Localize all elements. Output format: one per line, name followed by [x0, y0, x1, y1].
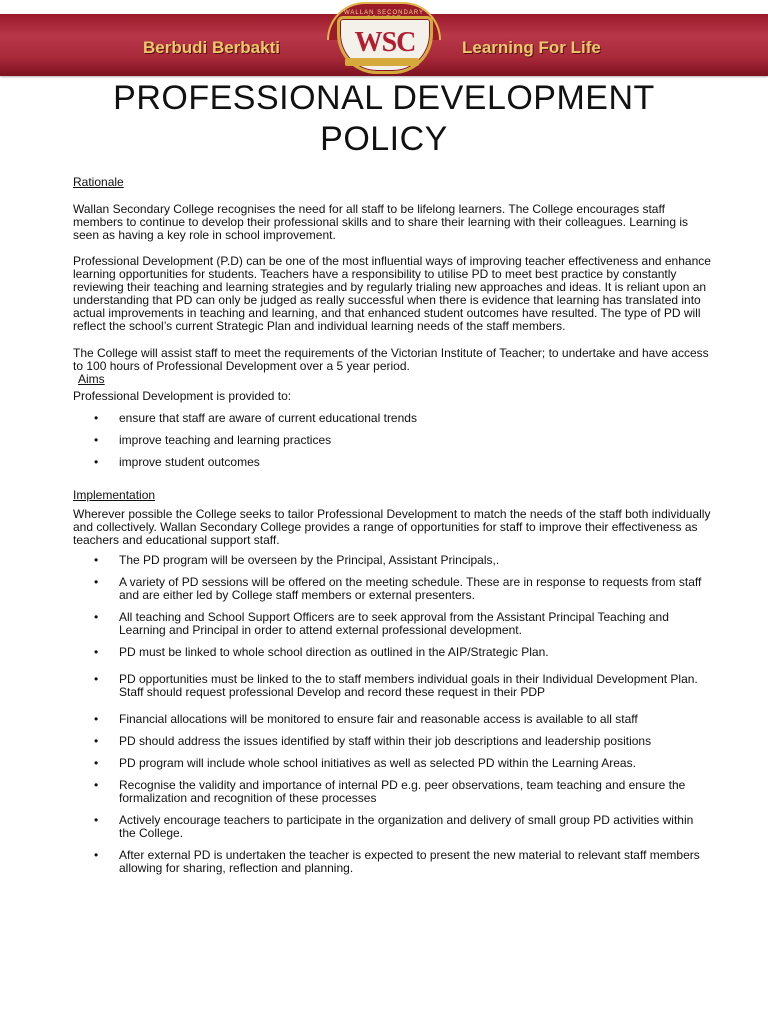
rationale-paragraph-2: Professional Development (P.D) can be one of the most influential ways of improving teacher effectiveness and enhance learning opportunities for students. Teachers have a responsibility to utilise PD to meet best practice by constantly reviewing their teaching and learning strategies and by regularly trialing new approaches and ideas. It is reliant upon an understanding that PD can only be judged as really successful when there is evidence that learning has translated into actual improvements in teaching and learning, and that enhanced student outcomes have resulted. The type of PD will reflect the school’s current Strategic Plan and individual learning needs of the staff members.	[73, 254, 711, 333]
crest-ribbon	[345, 58, 419, 66]
list-item: • improve teaching and learning practices	[73, 434, 713, 447]
college-crest-logo	[323, 2, 441, 82]
list-item: • Recognise the validity and importance of internal PD e.g. peer observations, team teaching and ensure the formalization and recognition of these processes	[73, 779, 713, 805]
rationale-paragraph-3: The College will assist staff to meet the requirements of the Victorian Institute of Teacher; to undertake and have access to 100 hours of Professional Development over a 5 year period.	[73, 346, 709, 373]
rationale-heading: Rationale	[73, 175, 124, 189]
document-body	[73, 176, 713, 875]
list-item: • After external PD is undertaken the teacher is expected to present the new material to relevant staff members allowing for sharing, reflection and planning.	[73, 849, 713, 875]
motto-right: Learning For Life	[462, 38, 601, 57]
rationale-paragraph-1: Wallan Secondary College recognises the need for all staff to be lifelong learners. The College encourages staff members to continue to develop their professional skills and to share their learning with their colleagues. Learning is seen as having a key role in school improvement.	[73, 202, 689, 242]
aims-heading: Aims	[78, 372, 105, 386]
aims-intro: Professional Development is provided to:	[73, 389, 292, 403]
list-item: • The PD program will be overseen by the Principal, Assistant Principals,.	[73, 554, 713, 567]
list-item: • PD should address the issues identified by staff within their job descriptions and leadership positions	[73, 735, 713, 748]
list-item: • ensure that staff are aware of current educational trends	[73, 412, 713, 425]
implementation-intro: Wherever possible the College seeks to tailor Professional Development to match the needs of the staff both individually and collectively. Wallan Secondary College provides a range of opportunities for staff to improve their effectiveness as teachers and educational support staff.	[73, 507, 711, 547]
list-item: • Financial allocations will be monitored to ensure fair and reasonable access is available to all staff	[73, 713, 713, 726]
list-item: • PD program will include whole school initiatives as well as selected PD within the Learning Areas.	[73, 757, 713, 770]
list-item: • Actively encourage teachers to participate in the organization and delivery of small group PD activities within the College.	[73, 814, 713, 840]
list-item: • PD opportunities must be linked to the to staff members individual goals in their Individual Development Plan. Staff should request professional Develop and record these request in their PDP	[73, 673, 713, 699]
crest-arch-text: WALLAN SECONDARY	[343, 10, 425, 16]
page-title	[0, 78, 768, 160]
crest-letters: WSC	[354, 27, 416, 58]
aims-list	[73, 412, 713, 469]
list-item: • A variety of PD sessions will be offered on the meeting schedule. These are in response to requests from staff and are either led by College staff members or external presenters.	[73, 576, 713, 602]
list-item: • All teaching and School Support Officers are to seek approval from the Assistant Principal Teaching and Learning and Principal in order to attend external professional development.	[73, 611, 713, 637]
title-line-2: POLICY	[320, 120, 448, 158]
title-line-1: PROFESSIONAL DEVELOPMENT	[113, 79, 655, 117]
implementation-heading: Implementation	[73, 488, 156, 502]
motto-left: Berbudi Berbakti	[143, 38, 280, 57]
list-item: • PD must be linked to whole school direction as outlined in the AIP/Strategic Plan.	[73, 646, 713, 659]
list-item: • improve student outcomes	[73, 456, 713, 469]
implementation-list	[73, 554, 713, 875]
